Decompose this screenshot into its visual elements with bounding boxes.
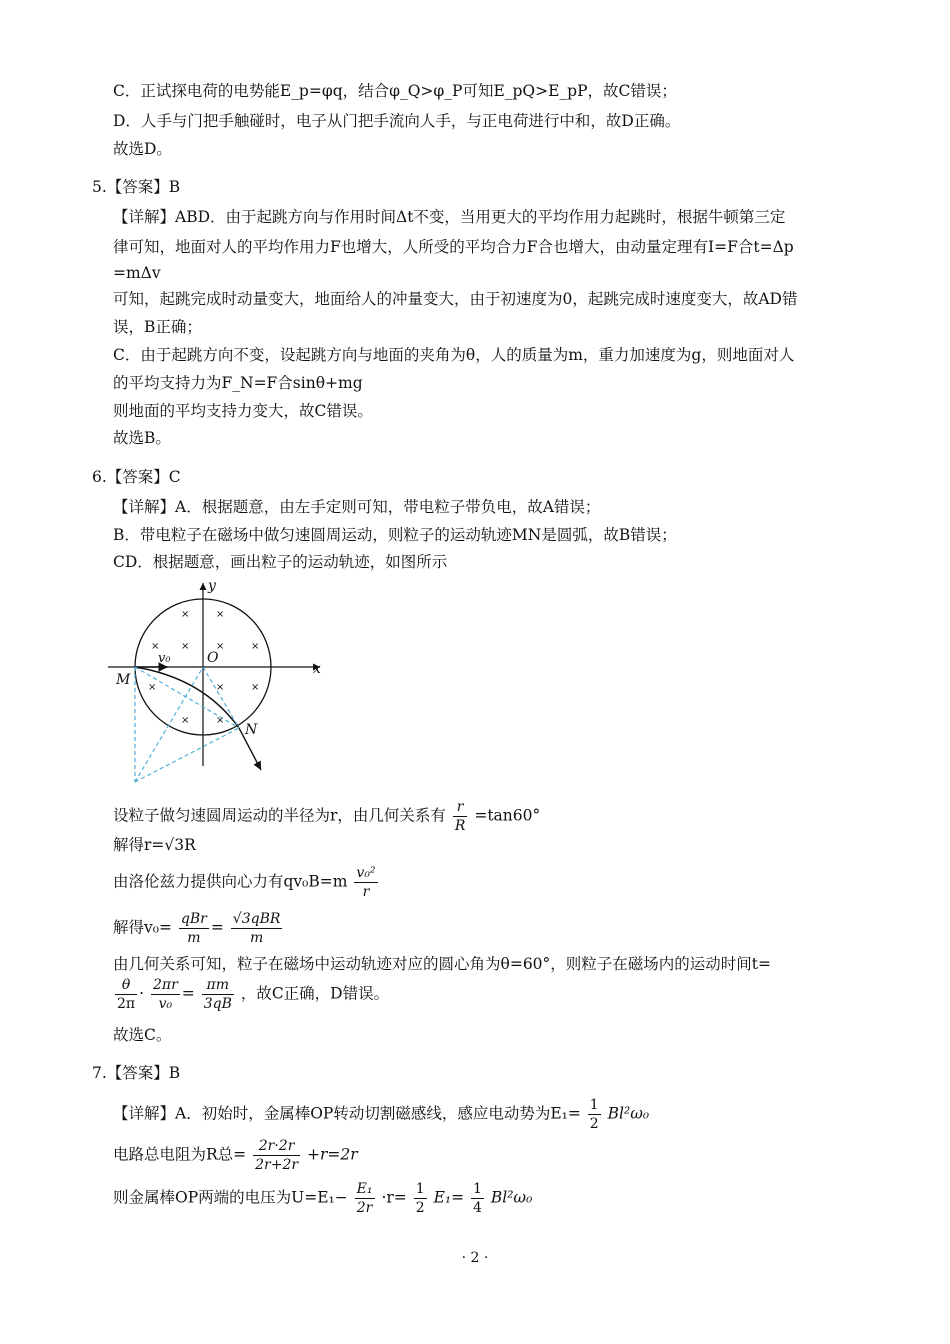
q7-voltage-mid2: E₁= xyxy=(433,1188,465,1207)
y-axis-label: y xyxy=(208,578,216,594)
field-mark: × xyxy=(216,641,225,652)
q6-solve-v0-text: 解得v₀= xyxy=(113,918,172,937)
q6-radius-line xyxy=(113,798,540,835)
fraction-qBr-over-m: $\frac{\text{qBr}}{m}$ xyxy=(180,911,207,946)
point-n-label: N xyxy=(245,722,258,738)
field-mark: × xyxy=(148,682,157,693)
q6-lorentz-text: 由洛伦兹力提供向心力有qv₀B=m xyxy=(113,872,348,891)
q6-radius-text: 设粒子做匀速圆周运动的半径为r，由几何关系有 xyxy=(113,806,446,825)
x-axis-label: x xyxy=(313,661,321,677)
field-mark: × xyxy=(181,641,190,652)
q5-line-3: =mΔv xyxy=(113,264,161,282)
q7-resistance-text: 电路总电阻为R总= xyxy=(113,1145,247,1164)
q6-lorentz-line xyxy=(113,864,380,901)
tan60-eq: =tan60° xyxy=(474,806,541,825)
q7-resistance-line xyxy=(113,1137,358,1174)
fraction-pim-over-3qB: $\frac{\pi m}{3qB}$ xyxy=(203,977,232,1012)
q7-emf-line xyxy=(113,1096,649,1133)
field-mark: × xyxy=(151,641,160,652)
point-m-label: M xyxy=(116,672,131,688)
q6-time-expression: $\frac{\theta}{2\pi}$ · $\frac{2\pi r}{\text{v₀}}$ = $\frac{\pi m}{3qB}$ ，故C正确，D错误。 xyxy=(117,977,390,1012)
q6-solve-r: 解得r=√3R xyxy=(113,836,196,854)
q5-line-5: 误，B正确； xyxy=(113,318,202,336)
q6-time-line: 由几何关系可知，粒子在磁场中运动轨迹对应的圆心角为θ=60°，则粒子在磁场内的运动时间t= xyxy=(113,955,772,973)
q7-voltage-line xyxy=(113,1180,532,1217)
fraction-v0sq-over-r: $\frac{\text{v₀²}}{r}$ xyxy=(356,865,376,900)
fraction-parallel-resistance: $\frac{2r\cdot 2r}{2r+2r}$ xyxy=(255,1138,299,1173)
q7-answer-heading: 7.【答案】B xyxy=(92,1064,181,1082)
q5-line-8: 则地面的平均支持力变大，故C错误。 xyxy=(113,402,373,420)
q5-line-1: 【详解】ABD．由于起跳方向与作用时间Δt不变，当用更大的平均作用力起跳时，根据牛顿第三定 xyxy=(113,208,786,226)
field-mark: × xyxy=(216,682,225,693)
q5-line-6: C．由于起跳方向不变，设起跳方向与地面的夹角为θ，人的质量为m，重力加速度为g，则地面对人 xyxy=(113,346,795,364)
q7-emf-text: 【详解】A．初始时，金属棒OP转动切割磁感线，感应电动势为E₁= xyxy=(113,1104,581,1123)
q5-line-9: 故选B。 xyxy=(113,429,171,447)
q5-line-4: 可知，起跳完成时动量变大，地面给人的冲量变大，由于初速度为0，起跳完成时速度变大，故AD错 xyxy=(113,290,798,308)
q5-line-2: 律可知，地面对人的平均作用力F也增大，人所受的平均合力F合也增大，由动量定理有I=F合t=Δp xyxy=(113,238,794,256)
q7-voltage-tail: Bl²ω₀ xyxy=(490,1188,533,1207)
q5-answer-heading: 5.【答案】B xyxy=(92,178,181,196)
fraction-r-over-R: $\frac{r}{R}$ xyxy=(454,799,466,834)
q7-voltage-text: 则金属棒OP两端的电压为U=E₁− xyxy=(113,1188,348,1207)
q5-line-7: 的平均支持力为F_N=F合sinθ+mg xyxy=(113,374,363,392)
q6-answer-heading: 6.【答案】C xyxy=(92,468,181,486)
fraction-E1-over-2r: $\frac{\text{E₁}}{2r}$ xyxy=(356,1181,373,1216)
field-mark: × xyxy=(216,609,225,620)
page-number: · 2 · xyxy=(461,1250,489,1266)
origin-label: O xyxy=(207,650,219,666)
fraction-2pir-over-v0: $\frac{2\pi r}{\text{v₀}}$ xyxy=(152,977,178,1012)
q6-line-3: CD．根据题意，画出粒子的运动轨迹，如图所示 xyxy=(113,553,448,571)
fraction-half-2: $\frac{1}{2}$ xyxy=(415,1181,425,1216)
line-c-option: C．正试探电荷的电势能E_p=φq，结合φ_Q>φ_P可知E_pQ>E_pP，故C错误； xyxy=(113,82,677,100)
q6-line-2: B．带电粒子在磁场中做匀速圆周运动，则粒子的运动轨迹MN是圆弧，故B错误； xyxy=(113,526,677,544)
q6-conclusion-text: ，故C正确，D错误。 xyxy=(240,984,390,1003)
q6-line-1: 【详解】A．根据题意，由左手定则可知，带电粒子带负电，故A错误； xyxy=(113,498,601,516)
q6-solve-v0: 解得v₀= $\frac{\text{qBr}}{m}$ = $\frac{\text{√3qBR}}{m}$ xyxy=(113,911,281,946)
q7-resistance-tail: +r=2r xyxy=(306,1145,358,1164)
fraction-sqrt3qBR-over-m: $\frac{\text{√3qBR}}{m}$ xyxy=(232,911,281,946)
field-mark: × xyxy=(251,641,260,652)
q6-choose-c: 故选C。 xyxy=(113,1026,172,1044)
q7-emf-tail: Bl²ω₀ xyxy=(607,1104,650,1123)
field-mark: × xyxy=(216,715,225,726)
line-d-option: D．人手与门把手触碰时，电子从门把手流向人手，与正电荷进行中和，故D正确。 xyxy=(113,112,681,130)
field-mark: × xyxy=(181,715,190,726)
q7-voltage-mid: ·r= xyxy=(381,1188,407,1207)
fraction-half: $\frac{1}{2}$ xyxy=(589,1097,599,1132)
velocity-label: v₀ xyxy=(158,651,171,666)
field-mark: × xyxy=(181,609,190,620)
fraction-quarter: $\frac{1}{4}$ xyxy=(473,1181,482,1216)
trajectory-figure xyxy=(108,578,338,793)
field-mark: × xyxy=(251,682,260,693)
line-choose-d: 故选D。 xyxy=(113,140,172,158)
fraction-theta-over-2pi: $\frac{\theta}{2\pi}$ xyxy=(117,977,136,1012)
